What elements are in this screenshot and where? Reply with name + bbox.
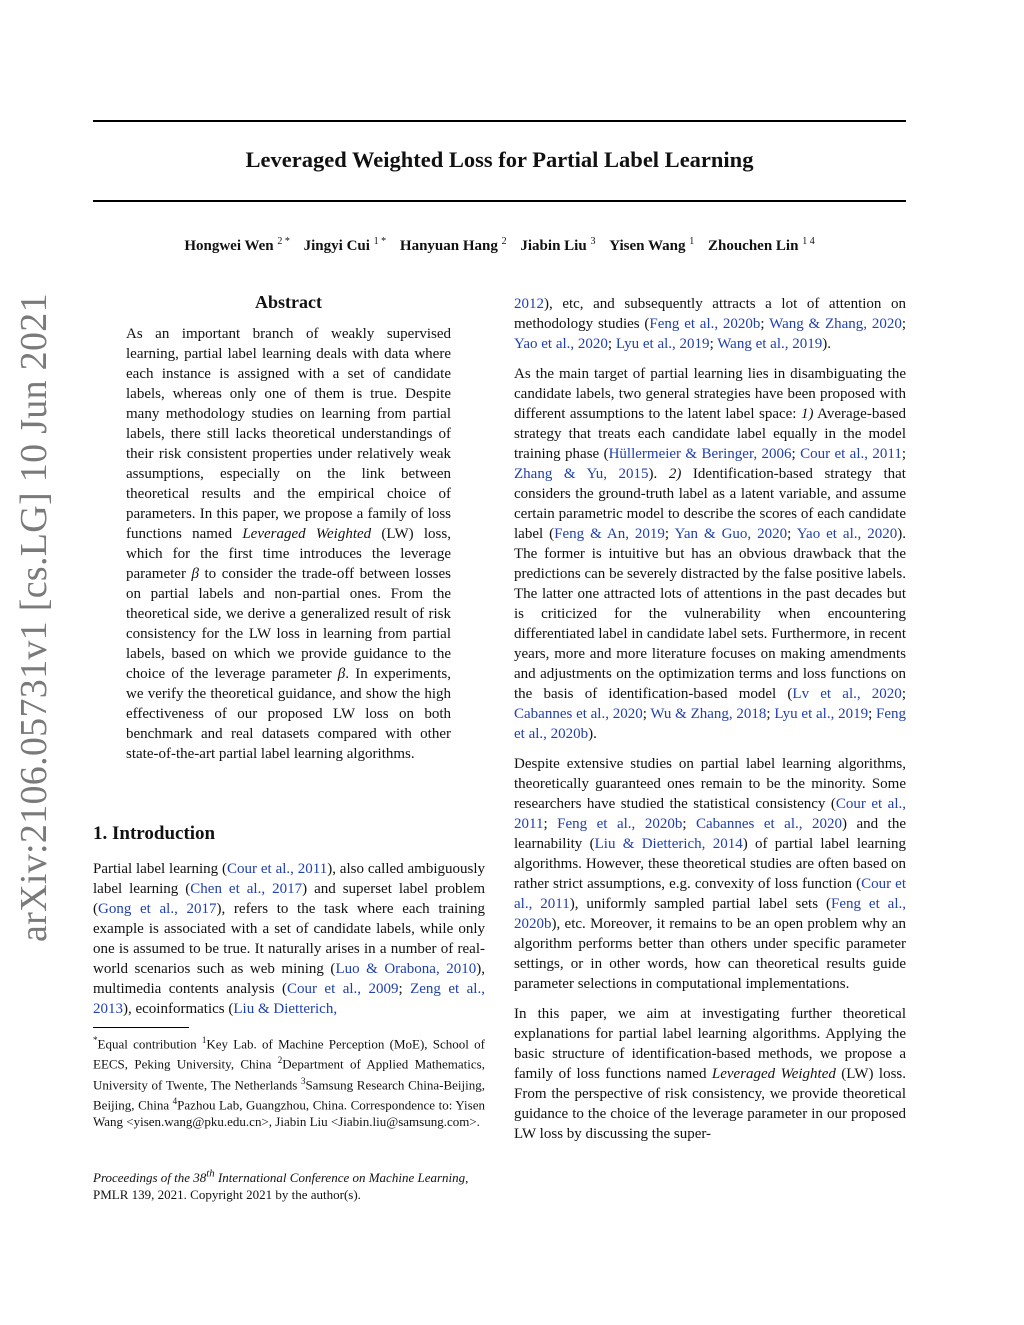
paper-title: Leveraged Weighted Loss for Partial Label Learning bbox=[245, 147, 754, 172]
citation-link[interactable]: Cabannes et al., 2020 bbox=[514, 706, 643, 722]
footnote-rule bbox=[93, 1027, 189, 1028]
citation-link[interactable]: Feng & An, 2019 bbox=[554, 526, 665, 542]
top-rule bbox=[93, 120, 906, 122]
title-bottom-rule bbox=[93, 200, 906, 202]
citation-link[interactable]: Lyu et al., 2019 bbox=[774, 706, 869, 722]
citation-link[interactable]: Lyu et al., 2019 bbox=[615, 336, 710, 352]
citation-link[interactable]: Feng et al., 2020b bbox=[514, 896, 906, 932]
citation-link[interactable]: Liu & Dietterich, bbox=[233, 1001, 338, 1017]
paragraph: 2012), etc, and subsequently attracts a lot of attention on methodology studies (Feng et al., 2020b; Wang & Zhang, 2020; Yao et al., 2020; Lyu et al., 2019; Wang et al., 2019). bbox=[514, 296, 906, 352]
abstract-body: As an important branch of weakly supervised learning, partial label learning deals with data where each instance is assigned with a set of candidate labels, whereas only one of them is true. Despite many methodology studies on learning from partial labels, there still lacks theoretical understandings of their risk consistent properties under relatively weak assumptions, especially on the link between theoretical results and the empirical choice of parameters. In this paper, we propose a family of loss functions named Leveraged Weighted (LW) loss, which for the first time introduces the leverage parameter β to consider the trade-off between losses on partial labels and non-partial ones. From the theoretical side, we derive a generalized result of risk consistency for the LW loss in learning from partial labels, based on which we provide guidance to the choice of the leverage parameter β. In experiments, we verify the theoretical guidance, and show the high effectiveness of our proposed LW loss on both benchmark and real datasets compared with other state-of-the-art partial label learning algorithms. bbox=[126, 326, 451, 762]
citation-link[interactable]: 2012 bbox=[514, 296, 544, 312]
right-column bbox=[514, 294, 906, 1154]
citation-link[interactable]: Cour et al., 2011 bbox=[514, 876, 906, 912]
author-list bbox=[93, 236, 906, 255]
author: Jingyi Cui $^{1 *}$ bbox=[303, 236, 387, 254]
citation-link[interactable]: Yao et al., 2020 bbox=[514, 336, 608, 352]
citation-link[interactable]: Feng et al., 2020b bbox=[649, 316, 761, 332]
citation-link[interactable]: Cour et al., 2011 bbox=[227, 861, 328, 877]
author: Hongwei Wen $^{2 *}$ bbox=[184, 236, 290, 254]
abstract-heading: Abstract bbox=[255, 292, 322, 312]
citation-link[interactable]: Wu & Zhang, 2018 bbox=[650, 706, 767, 722]
citation-link[interactable]: Gong et al., 2017 bbox=[98, 901, 217, 917]
author: Yisen Wang $^1$ bbox=[609, 236, 695, 254]
introduction-paragraph: Partial label learning (Cour et al., 2011), also called ambiguously label learning (Chen et al., 2017) and superset label problem (Gong et al., 2017), refers to the task where each training example is associated with a set of candidate labels, while only one is assumed to be true. It naturally arises in a number of real-world scenarios such as web mining (Luo & Orabona, 2010), multimedia contents analysis (Cour et al., 2009; Zeng et al., 2013), ecoinformatics (Liu & Dietterich, bbox=[93, 861, 486, 1017]
citation-link[interactable]: Zhang & Yu, 2015 bbox=[514, 466, 649, 482]
citation-link[interactable]: Feng et al., 2020b bbox=[557, 816, 683, 832]
citation-link[interactable]: Feng et al., 2020b bbox=[514, 706, 907, 742]
footnote-affiliations: *Equal contribution $^1$Key Lab. of Machine Perception (MoE), School of EECS, Peking University, China $^2$Department of Applied Mathematics, University of Twente, The Netherlands $^3$Samsung Research China-Beijing, Beijing, China $^4$Pazhou Lab, Guangzhou, China. Correspondence to: Yisen Wang <yisen.wang@pku.edu.cn>, Jiabin Liu <Jiabin.liu@samsung.com>. bbox=[93, 1035, 485, 1130]
citation-link[interactable]: Yao et al., 2020 bbox=[796, 526, 898, 542]
citation-link[interactable]: Cour et al., 2009 bbox=[286, 981, 399, 997]
author: Hanyuan Hang $^2$ bbox=[399, 236, 507, 254]
citation-link[interactable]: Hüllermeier & Beringer, 2006 bbox=[608, 446, 792, 462]
citation-link[interactable]: Zeng et al., 2013 bbox=[93, 981, 485, 1017]
citation-link[interactable]: Wang et al., 2019 bbox=[717, 336, 823, 352]
citation-link[interactable]: Cabannes et al., 2020 bbox=[696, 816, 843, 832]
author: Jiabin Liu $^3$ bbox=[520, 236, 596, 254]
paragraph: In this paper, we aim at investigating further theoretical explanations for partial label learning algorithms. Applying the basic structure of identification-based methods, we propose a family of loss functions named Leveraged Weighted (LW) loss. From the perspective of risk consistency, we provide theoretical guidance to the choice of the leverage parameter in our proposed LW loss by discussing the super- bbox=[514, 1006, 906, 1142]
citation-link[interactable]: Cour et al., 2011 bbox=[514, 796, 906, 832]
arxiv-identifier[interactable]: arXiv:2106.05731v1 [cs.LG] 10 Jun 2021 bbox=[13, 293, 55, 942]
citation-link[interactable]: Liu & Dietterich, 2014 bbox=[594, 836, 743, 852]
paragraph: Despite extensive studies on partial label learning algorithms, theoretically guaranteed ones remain to be the minority. Some researchers have studied the statistical consistency (Cour et al., 2011; Feng et al., 2020b; Cabannes et al., 2020) and the learnability (Liu & Dietterich, 2014) of partial label learning algorithms. However, these theoretical studies are often based on rather strict assumptions, e.g. convexity of loss function (Cour et al., 2011), uniformly sampled partial label sets (Feng et al., 2020b), etc. Moreover, it remains to be an open problem why an algorithm performs better than others under specific parameter settings, or in other words, how can theoretical results guide parameter selections in computational implementations. bbox=[514, 756, 907, 992]
author: Zhouchen Lin $^{1 4}$ bbox=[707, 236, 815, 254]
proceedings-notice: Proceedings of the 38th International Conference on Machine Learning, PMLR 139, 2021. Copyright 2021 by the author(s). bbox=[93, 1168, 469, 1203]
section-heading-introduction: 1. Introduction bbox=[93, 823, 216, 844]
citation-link[interactable]: Yan & Guo, 2020 bbox=[674, 526, 788, 542]
citation-link[interactable]: Lv et al., 2020 bbox=[792, 686, 902, 702]
citation-link[interactable]: Chen et al., 2017 bbox=[190, 881, 303, 897]
citation-link[interactable]: Wang & Zhang, 2020 bbox=[769, 316, 902, 332]
citation-link[interactable]: Luo & Orabona, 2010 bbox=[335, 961, 477, 977]
paragraph: As the main target of partial learning lies in disambiguating the candidate labels, two general strategies have been proposed with different assumptions to the latent label space: 1) Average-based strategy that treats each candidate label equally in the model training phase (Hüllermeier & Beringer, 2006; Cour et al., 2011; Zhang & Yu, 2015). 2) Identification-based strategy that considers the ground-truth label as a latent variable, and assume certain parametric model to describe the scores of each candidate label (Feng & An, 2019; Yan & Guo, 2020; Yao et al., 2020). The former is intuitive but has an obvious drawback that the predictions can be severely distracted by the false positive labels. The latter one attracted lots of attentions in the past decades but is criticized for the vulnerability when encountering differentiated label in candidate label sets. Furthermore, in recent years, more and more literature focuses on making amendments and adjustments on the optimization terms and loss functions on the basis of identification-based model (Lv et al., 2020; Cabannes et al., 2020; Wu & Zhang, 2018; Lyu et al., 2019; Feng et al., 2020b). bbox=[514, 366, 907, 742]
citation-link[interactable]: Cour et al., 2011 bbox=[800, 446, 902, 462]
